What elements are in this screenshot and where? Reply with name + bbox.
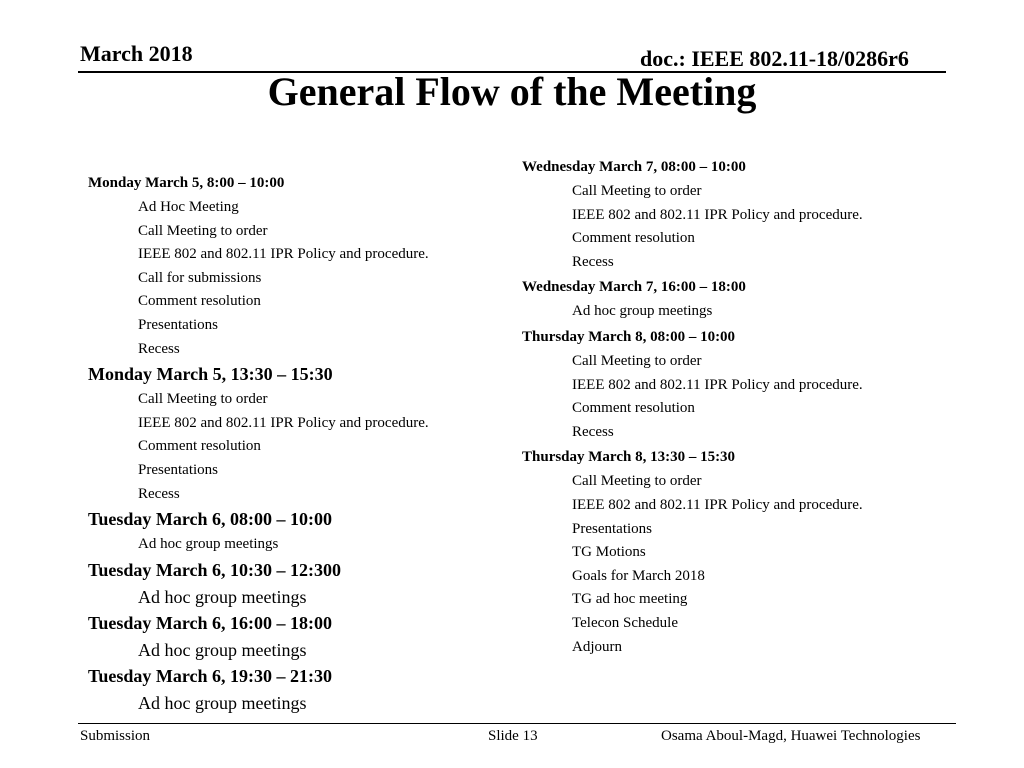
- agenda-item: Ad hoc group meetings: [138, 536, 279, 553]
- agenda-item: Presentations: [138, 316, 218, 333]
- agenda-item: Presentations: [138, 461, 218, 478]
- footer-submission: Submission: [80, 728, 151, 744]
- header-date: March 2018: [80, 41, 193, 66]
- agenda-item: Comment resolution: [138, 438, 261, 455]
- agenda-item: Call Meeting to order: [138, 222, 268, 239]
- right-schedule-column: [522, 154, 863, 659]
- agenda-item: Ad hoc group meetings: [138, 692, 307, 713]
- agenda-item: Comment resolution: [138, 293, 261, 310]
- agenda-item: IEEE 802 and 802.11 IPR Policy and procedure.: [138, 414, 429, 431]
- session-heading: Wednesday March 7, 08:00 – 10:00: [522, 159, 746, 175]
- session-heading: Monday March 5, 8:00 – 10:00: [88, 175, 285, 191]
- session-heading: Wednesday March 7, 16:00 – 18:00: [522, 279, 746, 296]
- agenda-item: Recess: [138, 485, 180, 502]
- session-heading: Monday March 5, 13:30 – 15:30: [88, 364, 333, 385]
- session-heading: Thursday March 8, 08:00 – 10:00: [522, 328, 736, 345]
- agenda-item: Call Meeting to order: [572, 352, 702, 369]
- agenda-item: Goals for March 2018: [572, 567, 705, 584]
- agenda-item: Call Meeting to order: [572, 473, 702, 490]
- agenda-item: TG ad hoc meeting: [572, 591, 688, 608]
- agenda-item: Ad hoc group meetings: [138, 639, 307, 660]
- agenda-item: IEEE 802 and 802.11 IPR Policy and procedure.: [138, 246, 429, 263]
- agenda-item: Comment resolution: [572, 400, 695, 417]
- agenda-item: TG Motions: [572, 544, 646, 561]
- left-schedule-column: [88, 170, 429, 716]
- header-doc-id: doc.: IEEE 802.11-18/0286r6: [640, 46, 909, 71]
- agenda-item: IEEE 802 and 802.11 IPR Policy and procedure.: [572, 206, 863, 223]
- agenda-item: Ad Hoc Meeting: [138, 199, 239, 215]
- agenda-item: Call Meeting to order: [572, 183, 702, 199]
- footer-slide-number: Slide 13: [488, 728, 538, 744]
- session-heading: Tuesday March 6, 16:00 – 18:00: [88, 612, 333, 633]
- agenda-item: Recess: [572, 253, 614, 270]
- session-heading: Tuesday March 6, 08:00 – 10:00: [88, 509, 333, 530]
- agenda-item: Call Meeting to order: [138, 391, 268, 408]
- slide-title: General Flow of the Meeting: [267, 69, 757, 114]
- agenda-item: Telecon Schedule: [572, 614, 678, 631]
- footer-author: Osama Aboul-Magd, Huawei Technologies: [661, 728, 921, 744]
- agenda-item: Adjourn: [572, 638, 622, 655]
- session-heading: Tuesday March 6, 19:30 – 21:30: [88, 665, 333, 686]
- agenda-item: Recess: [572, 423, 614, 440]
- agenda-item: Comment resolution: [572, 230, 695, 247]
- agenda-item: Recess: [138, 340, 180, 357]
- agenda-item: Ad hoc group meetings: [572, 303, 713, 320]
- session-heading: Thursday March 8, 13:30 – 15:30: [522, 449, 736, 466]
- session-heading: Tuesday March 6, 10:30 – 12:300: [88, 559, 342, 580]
- agenda-item: Ad hoc group meetings: [138, 586, 307, 607]
- agenda-item: Presentations: [572, 520, 652, 537]
- agenda-item: Call for submissions: [138, 269, 262, 286]
- footer-divider: [78, 723, 956, 724]
- agenda-item: IEEE 802 and 802.11 IPR Policy and procedure.: [572, 496, 863, 513]
- agenda-item: IEEE 802 and 802.11 IPR Policy and procedure.: [572, 376, 863, 393]
